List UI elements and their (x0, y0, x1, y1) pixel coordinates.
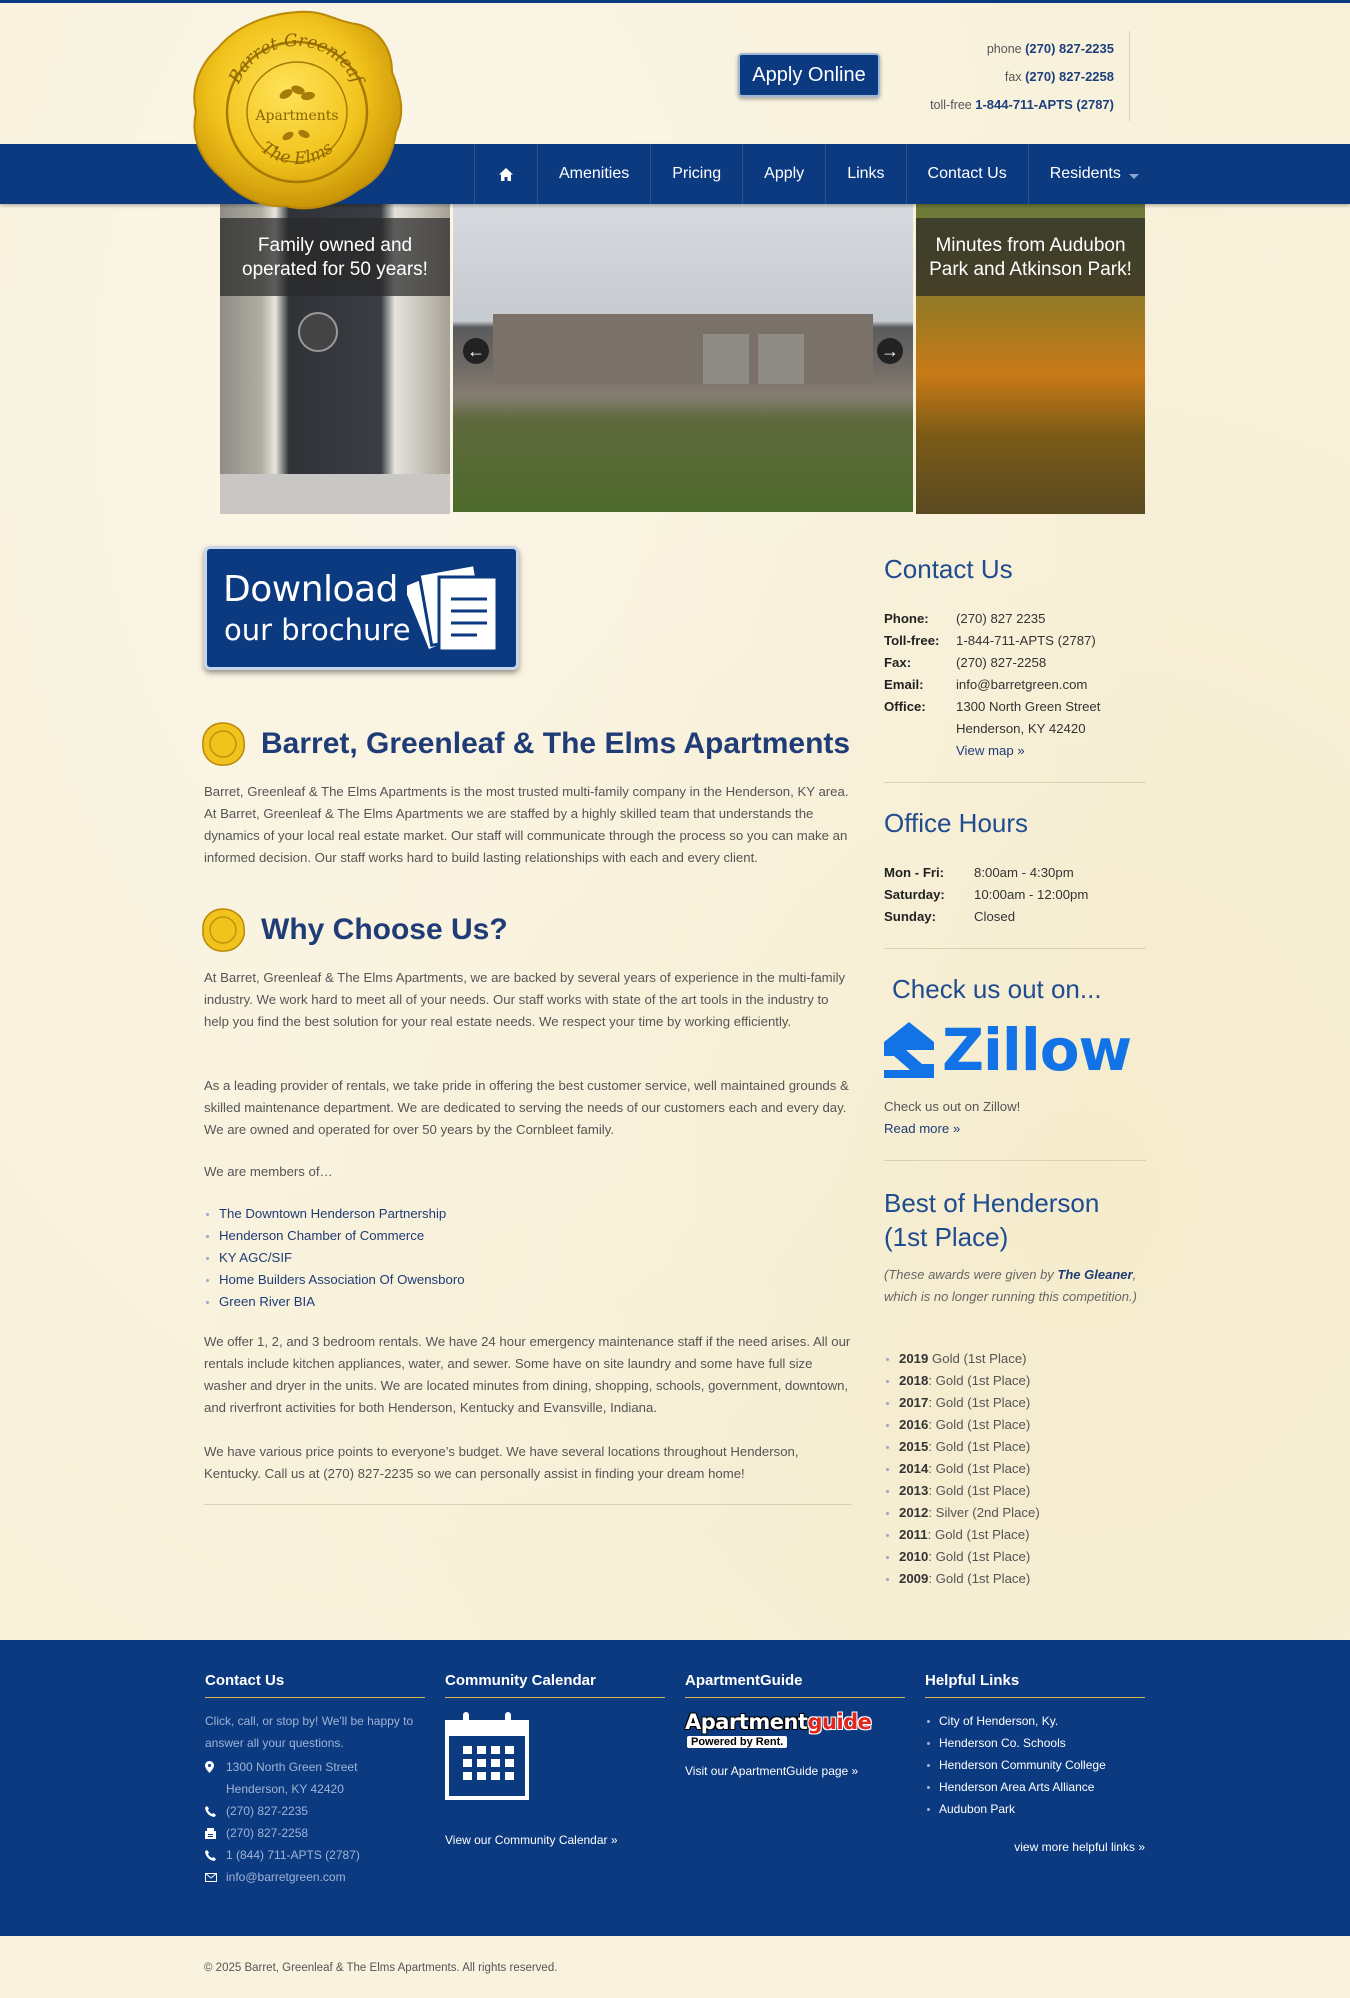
footer-fax: (270) 827-2258 (226, 1826, 309, 1840)
slide-ground (220, 474, 450, 514)
slider-prev-button[interactable] (463, 338, 489, 364)
seal-text-middle: Apartments (255, 108, 339, 124)
phone-icon (205, 1806, 226, 1817)
contact-fax: (270) 827-2258 (956, 655, 1047, 670)
gold-seal-icon (199, 906, 247, 954)
nav-links[interactable]: Links (825, 144, 905, 204)
nav-pricing[interactable]: Pricing (650, 144, 742, 204)
nav-residents[interactable]: Residents (1028, 144, 1160, 204)
brochure-line2: our brochure (224, 613, 411, 647)
award-item: 2019 Gold (1st Place) (884, 1348, 1146, 1370)
zillow-z-icon (884, 1022, 934, 1078)
helpful-link[interactable]: Henderson Area Arts Alliance (925, 1776, 1145, 1798)
slide-apartment-building (453, 204, 913, 512)
documents-icon (407, 559, 503, 657)
award-item: 2011: Gold (1st Place) (884, 1524, 1146, 1546)
copyright: © 2025 Barret, Greenleaf & The Elms Apartments. All rights reserved. (204, 1962, 558, 1974)
footer-tollfree[interactable]: 1 (844) 711-APTS (2787) (226, 1848, 360, 1862)
helpful-link[interactable]: Henderson Community College (925, 1754, 1145, 1776)
zillow-text: Check us out on Zillow! (884, 1099, 1021, 1114)
award-item: 2016: Gold (1st Place) (884, 1414, 1146, 1436)
footer-contact-intro: Click, call, or stop by! We'll be happy to answer all your questions. (205, 1714, 414, 1750)
member-link[interactable]: Home Builders Association Of Owensboro (204, 1269, 854, 1291)
footer-calendar (445, 1672, 665, 1847)
tollfree-number[interactable]: 1-844-711-APTS (2787) (975, 97, 1114, 112)
fax-number[interactable]: (270) 827-2258 (1025, 69, 1114, 84)
member-link[interactable]: The Downtown Henderson Partnership (204, 1203, 854, 1225)
apply-online-button[interactable]: Apply Online (738, 53, 880, 97)
slide-caption-left: Family owned and operated for 50 years! (220, 218, 450, 296)
office-hours-title: Office Hours (884, 808, 1029, 838)
apartmentguide-logo[interactable] (685, 1710, 905, 1754)
seal-text-top: Barret-Greenleaf (225, 30, 368, 87)
helpful-links-list (925, 1710, 1145, 1820)
contact-details: Phone: (270) 827 2235 Toll-free: 1-844-711-APTS (2787) Fax: (270) 827-2258 Email: info@barretgreen.com Office: 1300 North Green Street Henderson, KY 42420 View map » (884, 608, 1146, 768)
seal-text-bottom: The Elms (257, 138, 337, 170)
footer-helpful-links (925, 1672, 1145, 1854)
image-slider[interactable] (220, 204, 1145, 514)
slide-caption-right: Minutes from Audubon Park and Atkinson Park! (916, 218, 1145, 296)
fax-icon (205, 1828, 226, 1839)
rentals-paragraph: We offer 1, 2, and 3 bedroom rentals. We have 24 hour emergency maintenance staff if the need arises. All our rentals include kitchen appliances, water, and sewer. Some have on site laundry and some have full size washer and dryer in the units. We are located minutes from dining, shopping, schools, government, downtown, and riverfront activities for both Henderson, Kentucky and Evansville, Indiana. (204, 1334, 851, 1415)
view-more-helpful-links[interactable]: view more helpful links » (1014, 1840, 1145, 1854)
section-title-why (199, 904, 879, 956)
why-title: Why Choose Us? (261, 913, 508, 946)
members-list (204, 1203, 854, 1313)
main-divider (204, 1504, 852, 1505)
contact-office: 1300 North Green Street (956, 699, 1101, 714)
awards-note: (These awards were given by The Gleaner, which is no longer running this competition.) (884, 1267, 1137, 1304)
award-item: 2009: Gold (1st Place) (884, 1568, 1146, 1590)
award-item: 2015: Gold (1st Place) (884, 1436, 1146, 1458)
door-emblem-icon (298, 312, 338, 352)
slide-park (916, 204, 1145, 514)
footer-contact-title: Contact Us (205, 1672, 425, 1698)
slider-next-button[interactable] (877, 338, 903, 364)
award-item: 2017: Gold (1st Place) (884, 1392, 1146, 1414)
phone-icon (205, 1850, 226, 1861)
gold-seal-icon (199, 720, 247, 768)
helpful-link[interactable]: Audubon Park (925, 1798, 1145, 1820)
why-paragraph-1: At Barret, Greenleaf & The Elms Apartments, we are backed by several years of experience in the multi-family industry. We work hard to meet all of your needs. Our staff works with state of the art tools in the industry to help you find the best solution for your real estate needs. We respect your time by working efficiently. (204, 970, 846, 1029)
building-wall (493, 314, 873, 384)
apartmentguide-logo-main: Apartment (685, 1710, 808, 1734)
bottom-band (0, 1936, 1350, 1998)
garage-door (703, 334, 749, 384)
page-title: Barret, Greenleaf & The Elms Apartments (261, 727, 851, 760)
nav-home[interactable] (474, 144, 537, 204)
zillow-wordmark: Zillow (942, 1016, 1132, 1084)
top-accent-line (0, 0, 1350, 3)
envelope-icon (205, 1873, 226, 1882)
best-of-henderson-title: Best of Henderson (1st Place) (884, 1188, 1100, 1252)
award-item: 2018: Gold (1st Place) (884, 1370, 1146, 1392)
check-us-out-title: Check us out on... (892, 974, 1102, 1004)
footer-apartmentguide-title: ApartmentGuide (685, 1672, 905, 1698)
zillow-info (884, 1096, 1146, 1140)
calendar-icon[interactable] (445, 1710, 529, 1800)
nav-apply[interactable]: Apply (742, 144, 825, 204)
garage-door (758, 334, 804, 384)
view-map-link[interactable]: View map » (956, 743, 1025, 758)
members-intro: We are members of… (204, 1164, 333, 1179)
map-marker-icon (205, 1761, 226, 1773)
slide-office-entrance (220, 204, 450, 514)
contact-email[interactable]: info@barretgreen.com (956, 677, 1088, 692)
gleaner-link[interactable]: The Gleaner (1057, 1267, 1133, 1282)
download-brochure-button[interactable] (204, 546, 519, 670)
nav-contact-us[interactable]: Contact Us (906, 144, 1028, 204)
member-link[interactable]: KY AGC/SIF (204, 1247, 854, 1269)
member-link[interactable]: Henderson Chamber of Commerce (204, 1225, 854, 1247)
awards-list (884, 1348, 1146, 1590)
award-item: 2013: Gold (1st Place) (884, 1480, 1146, 1502)
sidebar-divider (884, 948, 1146, 949)
header-phones (930, 35, 1114, 119)
footer-contact-info: 1300 North Green Street Henderson, KY 42420 (270) 827-2235 (270) 827-2258 1 (844) 711-APTS (2787) info@barretgreen.com (205, 1756, 425, 1888)
award-item: 2010: Gold (1st Place) (884, 1546, 1146, 1568)
footer-contact (205, 1672, 425, 1888)
footer-calendar-title: Community Calendar (445, 1672, 665, 1698)
brochure-line1: Download (223, 569, 398, 610)
nav-amenities[interactable]: Amenities (537, 144, 650, 204)
arrow-right-icon: → (881, 340, 899, 361)
chevron-down-icon (1129, 174, 1139, 179)
read-more-link[interactable]: Read more » (884, 1121, 961, 1136)
sidebar-contact-title: Contact Us (884, 554, 1013, 584)
contact-office-city: Henderson, KY 42420 (956, 721, 1086, 736)
header-divider (1129, 31, 1130, 121)
award-item: 2014: Gold (1st Place) (884, 1458, 1146, 1480)
contact-tollfree[interactable]: 1-844-711-APTS (2787) (956, 633, 1096, 648)
zillow-logo[interactable] (884, 1018, 1146, 1082)
header-phone-line: phone (270) 827-2235 (986, 41, 1114, 56)
sidebar-divider (884, 782, 1146, 783)
intro-paragraph: Barret, Greenleaf & The Elms Apartments is the most trusted multi-family company in the Henderson, KY area. At Barret, Greenleaf & The Elms Apartments we are staffed by a highly skilled team that understands the dynamics of your local real estate market. Our staff will communicate through the process so you can make an informed decision. Our staff works hard to build lasting relationships with each and every client. (204, 784, 849, 865)
footer-email[interactable]: info@barretgreen.com (226, 1870, 346, 1884)
phone-number[interactable]: (270) 827-2235 (1025, 41, 1114, 56)
helpful-link[interactable]: City of Henderson, Ky. (925, 1710, 1145, 1732)
section-title-about (199, 718, 879, 770)
member-link[interactable]: Green River BIA (204, 1291, 854, 1313)
header-tollfree-line: toll-free 1-844-711-APTS (2787) (930, 97, 1114, 112)
why-paragraph-2: As a leading provider of rentals, we take pride in offering the best customer service, well maintained grounds & skilled maintenance department. We are dedicated to serving the needs of our customers each and every day. We are owned and operated for over 50 years by the Cornbleet family. (204, 1078, 849, 1137)
contact-phone[interactable]: (270) 827 2235 (956, 611, 1046, 626)
apartmentguide-logo-sub: Powered by Rent. (687, 1736, 787, 1748)
community-calendar-link[interactable]: View our Community Calendar » (445, 1833, 618, 1847)
home-icon (499, 168, 513, 181)
arrow-left-icon: ← (467, 340, 485, 361)
footer-apartmentguide (685, 1672, 905, 1778)
apartmentguide-logo-accent: guide (807, 1710, 872, 1734)
footer (0, 1640, 1350, 1936)
sidebar-divider (884, 1160, 1146, 1161)
award-item: 2012: Silver (2nd Place) (884, 1502, 1146, 1524)
header-fax-line: fax (270) 827-2258 (1004, 69, 1114, 84)
main-nav (474, 144, 1160, 204)
office-hours: Mon - Fri: 8:00am - 4:30pm Saturday: 10:00am - 12:00pm Sunday: Closed (884, 865, 1089, 924)
wax-seal-logo[interactable] (186, 8, 408, 214)
helpful-link[interactable]: Henderson Co. Schools (925, 1732, 1145, 1754)
apartmentguide-link[interactable]: Visit our ApartmentGuide page » (685, 1764, 859, 1778)
footer-phone[interactable]: (270) 827-2235 (226, 1804, 309, 1818)
pricing-paragraph: We have various price points to everyone’s budget. We have several locations throughout Henderson, Kentucky. Call us at (270) 827-2235 so we can personally assist in finding your dream home! (204, 1444, 799, 1481)
footer-helpful-title: Helpful Links (925, 1672, 1145, 1698)
